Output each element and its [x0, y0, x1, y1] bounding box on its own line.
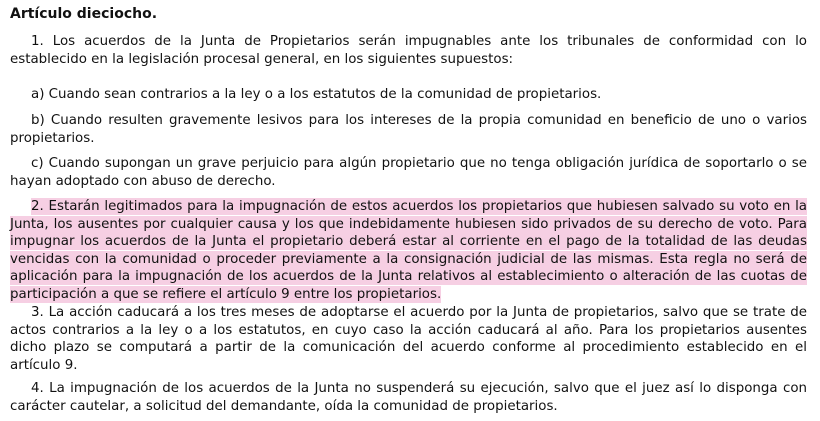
paragraph-2: [10, 198, 807, 304]
paragraph-1b: b) Cuando resulten gravemente lesivos para los intereses de la propia comunidad en beneficio de uno o varios propietarios.: [10, 113, 807, 146]
paragraph-1a: a) Cuando sean contrarios a la ley o a los estatutos de la comunidad de propietarios.: [31, 87, 602, 102]
paragraph-3: 3. La acción caducará a los tres meses de adoptarse el acuerdo por la Junta de propietarios, salvo que se trate de actos contrarios a la ley o a los estatutos, en cuyo caso la acción caducará al año. Para los propietarios ausentes dicho plazo se computará a partir de la comunicación del acuerdo conforme al procedimiento establecido en el artículo 9.: [10, 305, 807, 373]
paragraph-1: 1. Los acuerdos de la Junta de Propietarios serán impugnables ante los tribunales de conformidad con lo establecido en la legislación procesal general, en los siguientes supuestos:: [10, 34, 807, 67]
paragraph-1c: c) Cuando supongan un grave perjuicio para algún propietario que no tenga obligación jurídica de soportarlo o se hayan adoptado con abuso de derecho.: [10, 156, 807, 189]
article-title: Artículo dieciocho.: [10, 6, 158, 22]
highlighted-text: 2. Estarán legitimados para la impugnación de estos acuerdos los propietarios que hubiesen salvado su voto en la Junta, los ausentes por cualquier causa y los que indebidamente hubiesen sido privados de su derecho de voto. Para impugnar los acuerdos de la Junta el propietario deberá estar al corriente en el pago de la totalidad de las deudas vencidas con la comunidad o proceder previamente a la consignación judicial de las mismas. Esta regla no será de aplicación para la impugnación de los acuerdos de la Junta relativos al establecimiento o alteración de las cuotas de participación a que se refiere el artículo 9 entre los propietarios.: [10, 199, 807, 302]
paragraph-4: 4. La impugnación de los acuerdos de la Junta no suspenderá su ejecución, salvo que el juez así lo disponga con carácter cautelar, a solicitud del demandante, oída la comunidad de propietarios.: [10, 381, 807, 414]
